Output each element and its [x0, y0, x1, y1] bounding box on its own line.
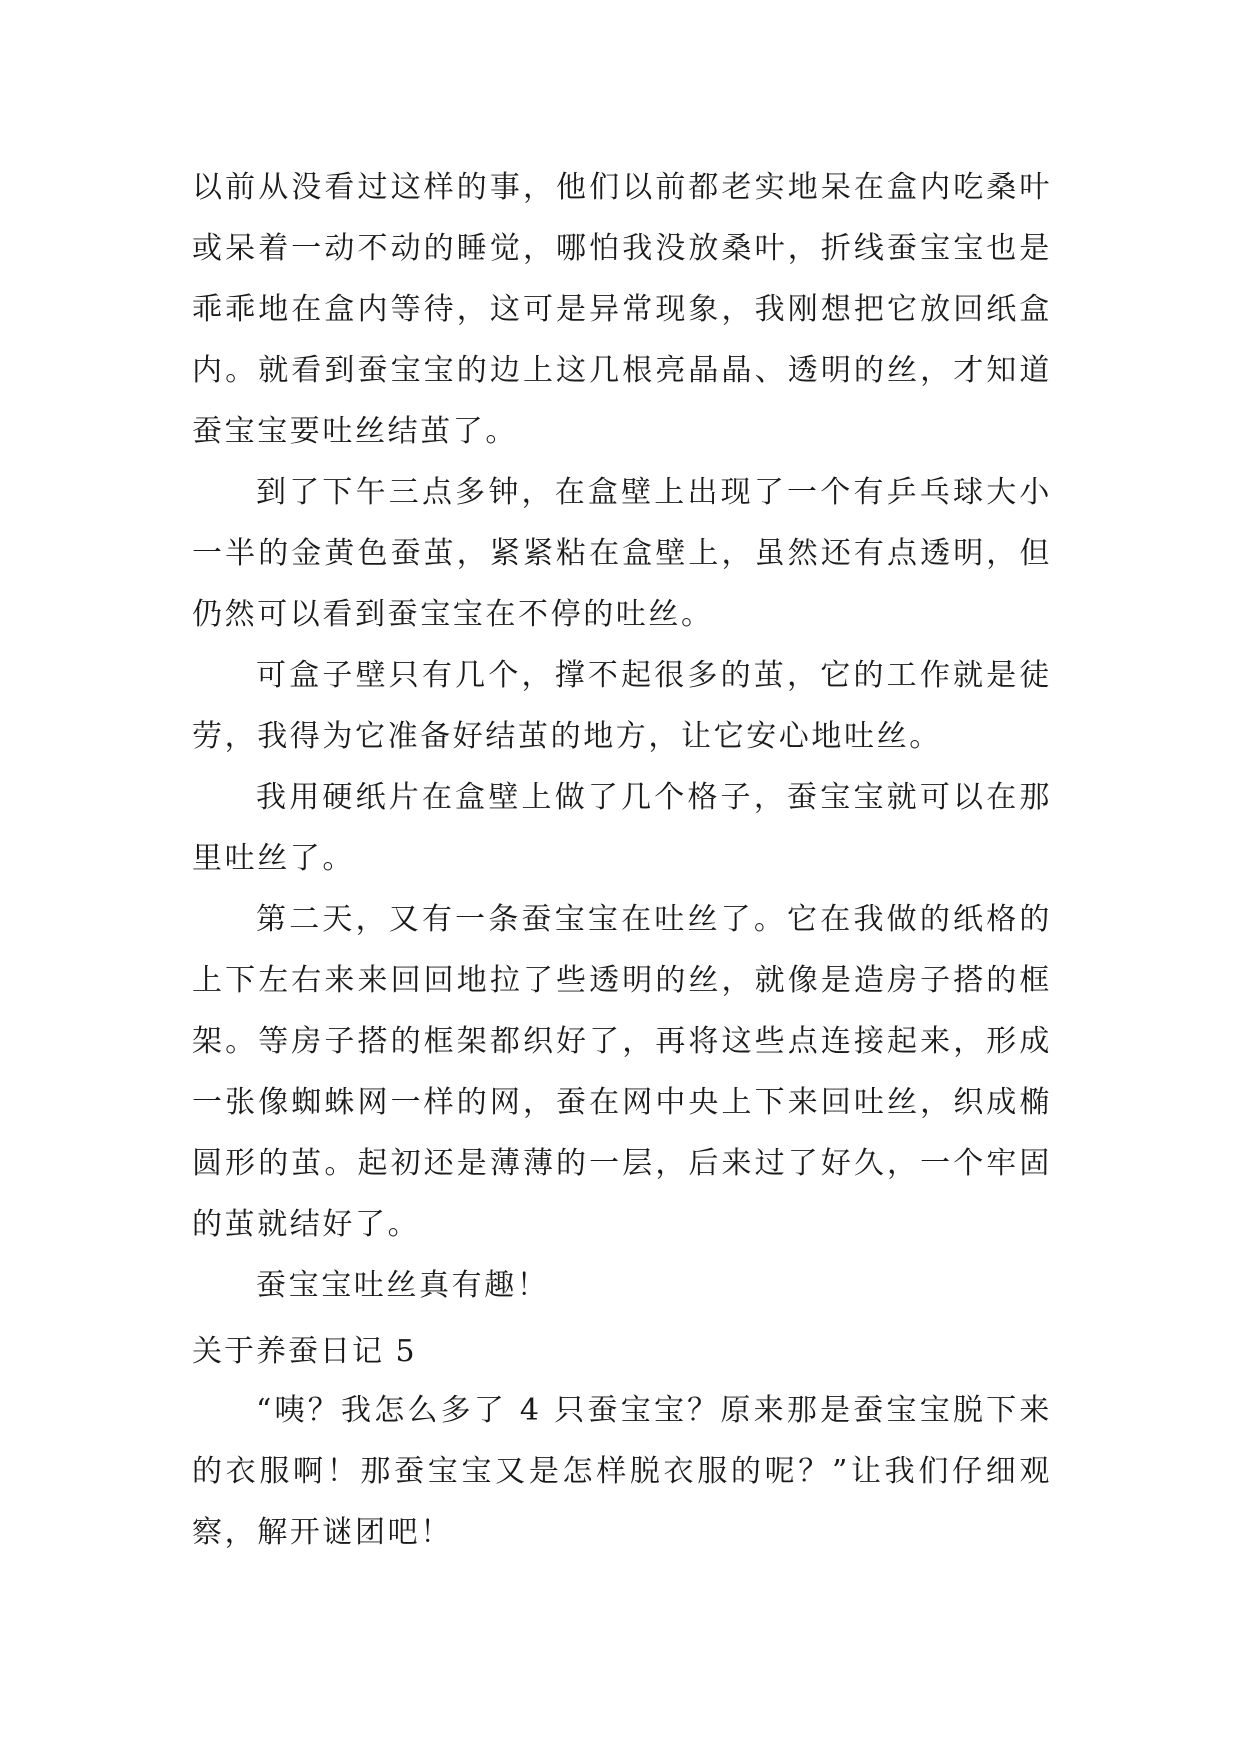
section-heading: 关于养蚕日记 5 [192, 1334, 417, 1369]
paragraph: 以前从没看过这样的事，他们以前都老实地呆在盒内吃桑叶或呆着一动不动的睡觉，哪怕我没放桑叶，折线蚕宝宝也是乖乖地在盒内等待，这可是异常现象，我刚想把它放回纸盒内。就看到蚕宝宝的边上这几根亮晶晶、透明的丝，才知道蚕宝宝要吐丝结茧了。 [192, 170, 1052, 449]
paragraph: 我用硬纸片在盒壁上做了几个格子，蚕宝宝就可以在那里吐丝了。 [192, 780, 1052, 876]
paragraph: 蚕宝宝吐丝真有趣！ [256, 1268, 550, 1303]
diary-entry-continuation [192, 157, 1052, 1316]
paragraph: 到了下午三点多钟，在盒壁上出现了一个有乒乓球大小一半的金黄色蚕茧，紧紧粘在盒壁上，虽然还有点透明，但仍然可以看到蚕宝宝在不停的吐丝。 [192, 475, 1052, 632]
diary-entry-5 [192, 1380, 1052, 1563]
paragraph: “咦？我怎么多了 4 只蚕宝宝？原来那是蚕宝宝脱下来的衣服啊！那蚕宝宝又是怎样脱衣服的呢？”让我们仔细观察，解开谜团吧！ [192, 1393, 1052, 1550]
paragraph: 第二天，又有一条蚕宝宝在吐丝了。它在我做的纸格的上下左右来来回回地拉了些透明的丝，就像是造房子搭的框架。等房子搭的框架都织好了，再将这些点连接起来，形成一张像蜘蛛网一样的网，蚕在网中央上下来回吐丝，织成椭圆形的茧。起初还是薄薄的一层，后来过了好久，一个牢固的茧就结好了。 [192, 902, 1052, 1242]
paragraph: 可盒子壁只有几个，撑不起很多的茧，它的工作就是徒劳，我得为它准备好结茧的地方，让它安心地吐丝。 [192, 658, 1052, 754]
